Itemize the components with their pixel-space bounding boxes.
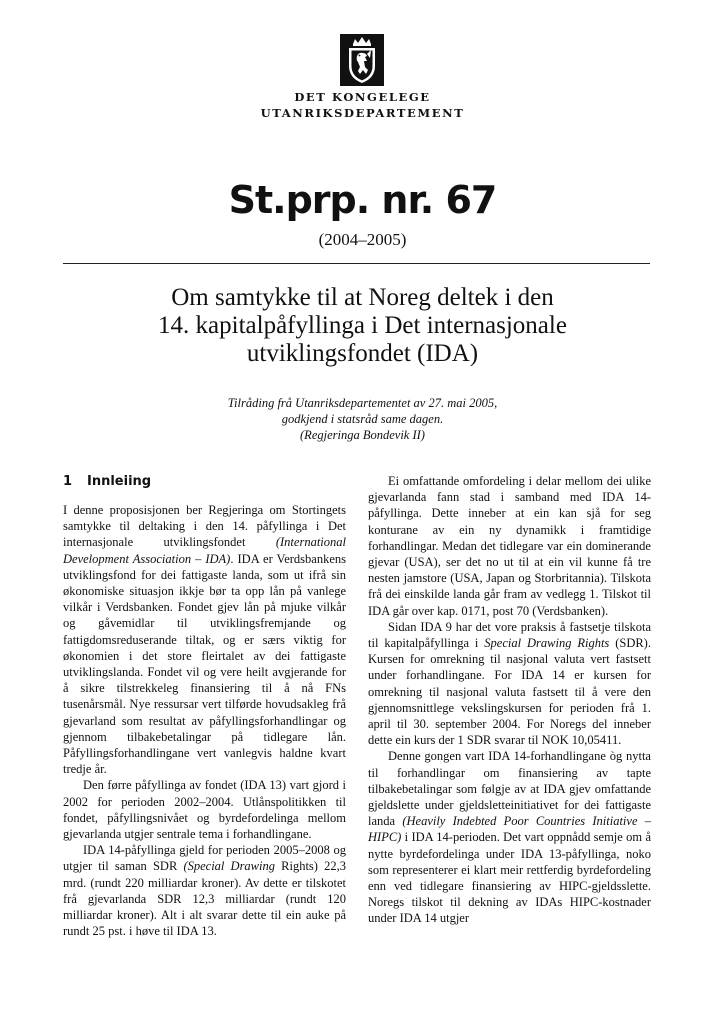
title-line: utviklingsfondet (IDA)	[246, 340, 479, 367]
section-title: Innleiing	[87, 474, 152, 489]
document-number: St.prp. nr. 67	[228, 178, 497, 222]
right-column	[368, 473, 651, 927]
recommendation-line: Tilråding frå Utanriksdepartementet av 27. mai 2005,	[227, 396, 498, 410]
norwegian-coat-of-arms-icon	[340, 34, 384, 86]
paragraph: Ei omfattande omfordeling i delar mellom dei ulike gjevarlanda fann stad i samband med IDA 14-påfyllinga. Dette inneber at ein kan sjå for seg konturane av ein ny dynamikk i framtidige forhandlingar. Medan det tidlegare var ein dominerande gjevar (USA), ser det no ut til at ein vil kunne få tre nesten jamstore (USA, Japan og Storbritannia). Tilskota frå dei einskilde landa går fram av vedlegg 1. Tilskot til IDA går over kap. 0171, post 70 (Verdsbanken).	[368, 474, 651, 618]
horizontal-rule	[63, 263, 650, 264]
section-number: 1	[63, 474, 73, 489]
recommendation-line: (Regjeringa Bondevik II)	[300, 428, 425, 442]
ministry-name-line2: UTANRIKSDEPARTEMENT	[260, 106, 465, 120]
paragraph: Den førre påfyllinga av fondet (IDA 13) vart gjord i 2002 for perioden 2002–2004. Utlånspolitikken til fondet, påfyllingsnivået og byrdefordelinga mellom gjevarlanda utgjer sentrale tema i forhandlingane.	[63, 778, 346, 842]
document-session-years: (2004–2005)	[318, 230, 407, 249]
paragraph: Denne gongen vart IDA 14-forhandlingane òg nytta til forhandlingar om finansiering av tapte tilbakebetalingar som følgje av at IDA gjev omfattande gjeldslette under gjeldsletteinitiativet for dei fattigaste landa (Heavily Indebted Poor Countries Initiative – HIPC) i IDA 14-perioden. Det vart oppnådd semje om å nytte byrdefordelinga under IDA 13-påfyllinga, noko som representerer ei klart meir rettferdig byrdefordeling enn ved tidlegare finansiering av HIPC-gjeldsslette. Noregs tilskot til dekning av IDAs HIPC-kostnader under IDA 14 utgjer	[368, 749, 651, 926]
paragraph: Sidan IDA 9 har det vore praksis å fastsetje tilskota til kapitalpåfyllinga i Special Drawing Rights (SDR). Kursen for omrekning til nasjonal valuta vert fastsett under forhandlingane. For IDA 14 er kursen for omrekning til nasjonal valuta fastsett til å vere den gjennomsnittlege vekslingskursen for perioden frå 1. april til 30. september 2004. For Noregs del inneber dette ein kurs der 1 SDR svarar til NOK 10,05411.	[368, 619, 651, 748]
title-line: Om samtykke til at Noreg deltek i den	[171, 284, 554, 311]
ministry-name-line1: DET KONGELEGE	[294, 90, 431, 104]
title-line: 14. kapitalpåfyllinga i Det internasjonale	[158, 312, 567, 339]
paragraph: I denne proposisjonen ber Regjeringa om Stortingets samtykke til deltaking i den 14. påfyllinga i Det internasjonale utviklingsfondet (International Development Association – IDA). IDA er Verdsbankens utviklingsfond for dei fattigaste landa, som ut ifrå sin økonomiske situasjon ikkje bør ta opp lån på vanlege vilkår i Verdsbanken. Fondet gjev lån på mjuke vilkår og gåvemidlar til utviklingsfremjande og fattigdomsreduserande tiltak, og er særs viktig for økonomien i det store fleirtalet av dei fattigaste utviklingslanda. Fondet vil og vere heilt avgjerande for å sikre tilstrekkeleg finansiering til å nå FNs tusenårsmål. Nye ressursar vert tilførde hovudsakleg frå gjevarland som resultat av påfyllingsforhandlingar og gjennom tilbakebetalingar på tidlegare lån. Påfyllingsforhandlingane vert vanlegvis haldne kvart tredje år.	[63, 503, 346, 777]
left-column	[63, 502, 346, 939]
section-heading	[63, 474, 151, 489]
document-title	[90, 284, 635, 368]
recommendation-line: godkjend i statsråd same dagen.	[281, 412, 444, 426]
paragraph: IDA 14-påfyllinga gjeld for perioden 2005–2008 og utgjer til saman SDR (Special Drawing Rights) 22,3 mrd. (rundt 220 milliardar kroner). Av dette er tilskotet frå gjevarlanda SDR 12,3 milliardar (rundt 120 milliardar kroner). Alt i alt svarar dette til ein auke på rundt 25 pst. i høve til IDA 13.	[63, 843, 346, 939]
